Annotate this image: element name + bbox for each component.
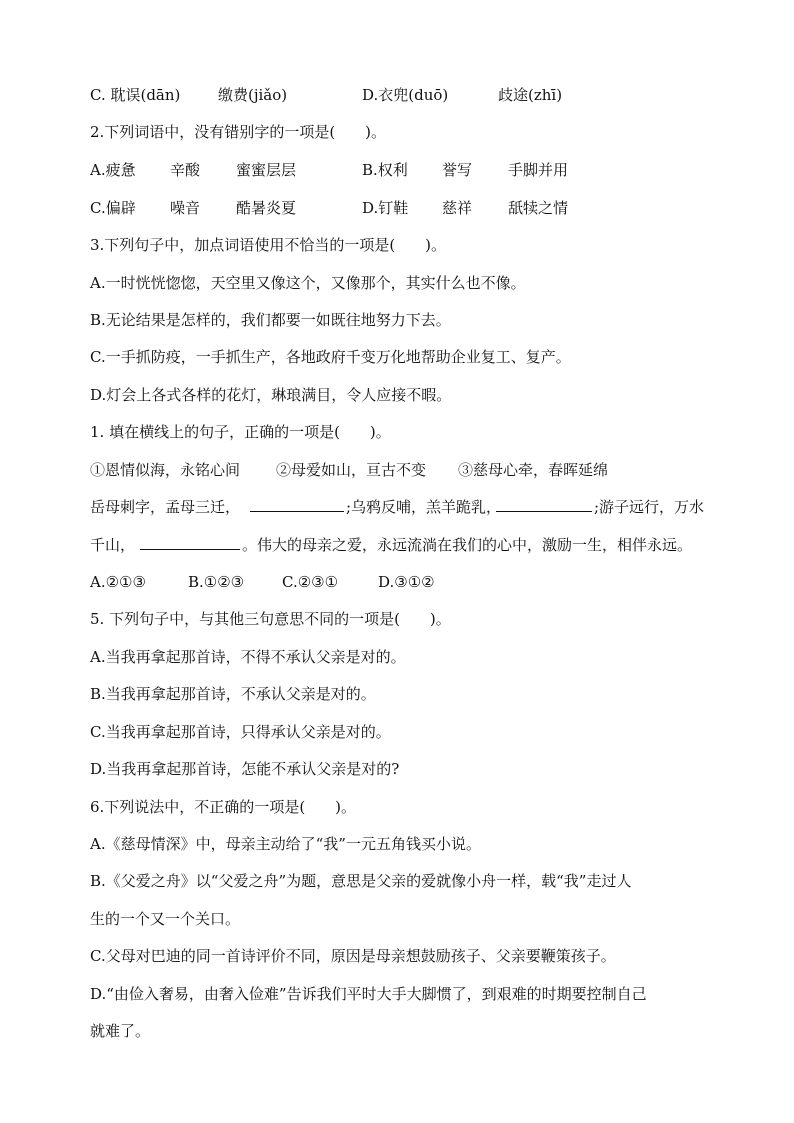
q6-option-d-line2: 就难了。 (90, 1022, 151, 1040)
q2-option-a-word2: 辛酸 (170, 161, 201, 179)
q4-passage-part5: 。伟大的母亲之爱，永远流淌在我们的心中，激励一生，相伴永远。 (242, 536, 693, 554)
q4-passage-part1: 岳母刺字，孟母三迁， (90, 498, 241, 516)
q5-option-c: C.当我再拿起那首诗，只得承认父亲是对的。 (90, 723, 391, 741)
q6-option-c: C.父母对巴迪的同一首诗评价不同，原因是母亲想鼓励孩子、父亲要鞭策孩子。 (90, 947, 616, 965)
q4-answer-c: C.②③① (282, 573, 339, 591)
q4-choice-3: ③慈母心牵，春晖延绵 (458, 461, 609, 479)
q2-option-b-word1: B.权利 (362, 161, 408, 179)
q5-stem: 5. 下列句子中，与其他三句意思不同的一项是( )。 (90, 610, 451, 628)
q6-option-d-line1: D.“由俭入奢易，由奢入俭难”告诉我们平时大手大脚惯了，到艰难的时期要控制自己 (90, 985, 647, 1003)
q4-blank-2[interactable] (496, 497, 592, 512)
q3-option-c: C.一手抓防疫，一手抓生产，各地政府千变万化地帮助企业复工、复产。 (90, 348, 571, 366)
q2-option-c-word3: 酷暑炎夏 (236, 199, 297, 217)
q3-stem: 3.下列句子中，加点词语使用不恰当的一项是( )。 (90, 236, 447, 254)
q2-option-a-word1: A.疲惫 (90, 161, 136, 179)
q6-option-b-line1: B.《父爱之舟》以“父爱之舟”为题，意思是父亲的爱就像小舟一样，载“我”走过人 (90, 872, 632, 890)
q1-option-c-word1: C. 耽误(dān) (90, 86, 181, 104)
q6-option-b-line2: 生的一个又一个关口。 (90, 910, 241, 928)
q3-option-b: B.无论结果是怎样的，我们都要一如既往地努力下去。 (90, 311, 451, 329)
q2-option-b-word3: 手脚并用 (508, 161, 569, 179)
q5-option-a: A.当我再拿起那首诗，不得不承认父亲是对的。 (90, 648, 406, 666)
q4-blank-1[interactable] (250, 497, 344, 512)
q4-answer-d: D.③①② (378, 573, 435, 591)
q1-option-c-word2: 缴费(jiǎo) (218, 86, 288, 104)
q5-option-b: B.当我再拿起那首诗，不承认父亲是对的。 (90, 685, 376, 703)
q2-option-a-word3: 蜜蜜层层 (236, 161, 297, 179)
q1-option-d-word1: D.衣兜(duō) (362, 86, 449, 104)
q2-stem: 2.下列词语中，没有错别字的一项是( )。 (90, 123, 387, 141)
q1-option-d-word2: 歧途(zhī) (498, 86, 563, 104)
q4-passage-part4: 千山， (90, 536, 136, 554)
q6-option-a: A.《慈母情深》中，母亲主动给了“我”一元五角钱买小说。 (90, 835, 481, 853)
q5-option-d: D.当我再拿起那首诗，怎能不承认父亲是对的? (90, 760, 400, 778)
q2-option-d-word1: D.钉鞋 (362, 199, 409, 217)
q2-option-c-word1: C.偏辟 (90, 199, 136, 217)
q4-blank-3[interactable] (140, 535, 240, 550)
q4-answer-b: B.①②③ (188, 573, 245, 591)
q2-option-c-word2: 噪音 (170, 199, 201, 217)
q4-choice-1: ①恩情似海，永铭心间 (90, 461, 241, 479)
q4-answer-a: A.②①③ (90, 573, 146, 591)
q4-choice-2: ②母爱如山，亘古不变 (276, 461, 427, 479)
q2-option-d-word2: 慈祥 (442, 199, 473, 217)
q2-option-b-word2: 誉写 (442, 161, 473, 179)
q2-option-d-word3: 舐犊之情 (508, 199, 569, 217)
q3-option-a: A.一时恍恍惚惚，天空里又像这个，又像那个，其实什么也不像。 (90, 274, 526, 292)
q4-passage-part2: ;乌鸦反哺，羔羊跪乳， (346, 498, 502, 516)
q6-stem: 6.下列说法中，不正确的一项是( )。 (90, 798, 357, 816)
q4-passage-part3: ;游子远行，万水 (594, 498, 705, 516)
q3-option-d: D.灯会上各式各样的花灯，琳琅满目，令人应接不暇。 (90, 386, 452, 404)
q4-stem: 1. 填在横线上的句子，正确的一项是( )。 (90, 423, 391, 441)
